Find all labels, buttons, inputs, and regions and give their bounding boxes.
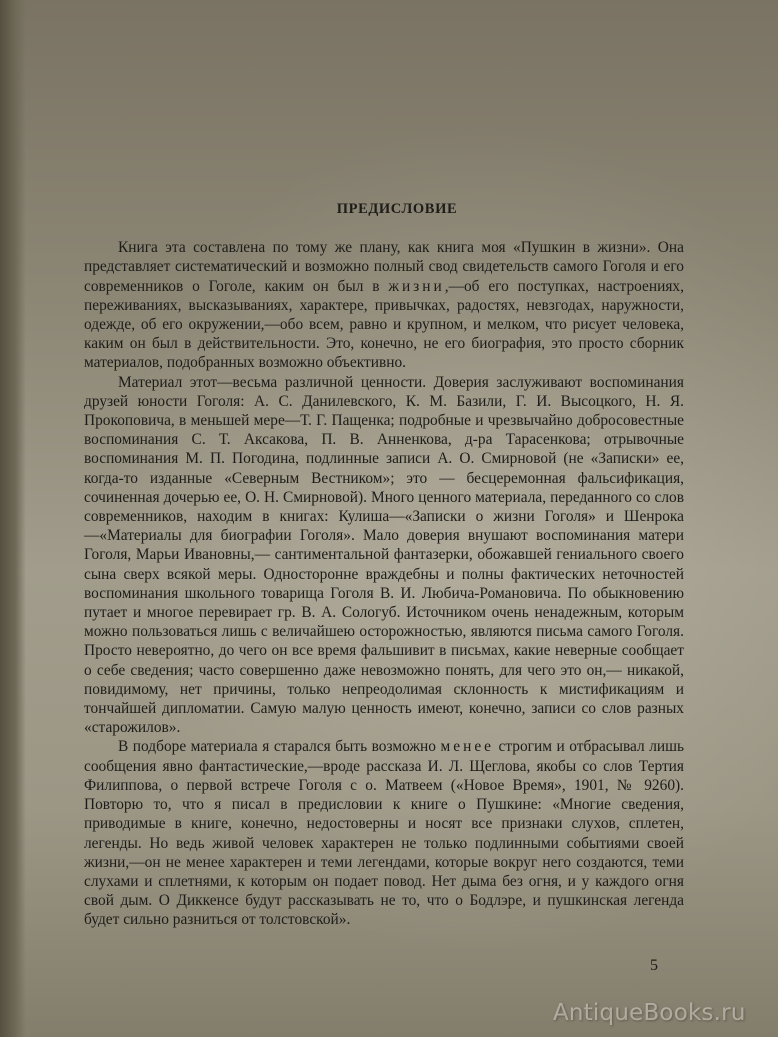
paragraph-3 [84, 737, 684, 929]
page-text-block [84, 200, 684, 930]
paragraph-1-emphasis: жизни [388, 277, 445, 295]
book-spine-shadow [0, 0, 26, 1037]
paragraph-1-start: Книга эта составлена по тому же плану, как книга моя «Пушкин в жизни». Она представляет систематический и возможно полный свод свидетельств самого Гоголя и его современников о Гоголе, каким он был в [84, 239, 684, 295]
page-number: 5 [650, 957, 658, 974]
paragraph-3-start: В подборе материала я старался быть возможно [118, 738, 441, 756]
paragraph-3-end: строгим и отбрасывал лишь сообщения явно фантастические,—вроде рассказа И. Л. Щеглова, якобы со слов Тертия Филиппова, о первой встрече Гоголя с о. Матвеем («Новое Время», 1901, № 9260). Повторю то, что я писал в предисловии к книге о Пушкине: «Многие сведения, приводимые в книге, конечно, недостоверны и носят все признаки слухов, сплетен, легенды. Но ведь живой человек характерен не только подлинными событиями своей жизни,—он не менее характерен и теми легендами, которые вокруг него создаются, теми слухами и сплетнями, к которым он подает повод. Нет дыма без огня, и у каждого огня свой дым. О Диккенсе будут рассказывать не то, что о Бодлэре, и пушкинская легенда будет сильно разниться от толстовской». [84, 738, 685, 929]
paragraph-1-end: ,—об его поступках, настроениях, переживаниях, высказываниях, характере, привычках, радостях, невзгодах, наружности, одежде, об его окружении,—обо всем, равно и крупном, и мелком, что рисует человека, каким он был в действительности. Это, конечно, не его биография, это просто сборник материалов, подобранных возможно объективно. [84, 277, 684, 372]
paragraph-2: Материал этот—весьма различной ценности. Доверия заслуживают воспоминания друзей юности Гоголя: А. С. Данилевского, К. М. Базили, Г. И. Высоцкого, Н. Я. Прокоповича, в меньшей мере—Т. Г. Пащенка; подробные и чрезвычайно добросовестные воспоминания С. Т. Аксакова, П. В. Анненкова, д-ра Тарасенкова; отрывочные воспоминания М. П. Погодина, подлинные записи А. О. Смирновой (не «Записки» ее, когда-то изданные «Северным Вестником»; это — бесцеремонная фальсификация, сочиненная дочерью ее, О. Н. Смирновой). Много ценного материала, переданного со слов современников, находим в книгах: Кулиша—«Записки о жизни Гоголя» и Шенрока—«Материалы для биографии Гоголя». Мало доверия внушают воспоминания матери Гоголя, Марьи Ивановны,— сантиментальной фантазерки, обожавшей гениального своего сына сверх всякой меры. Односторонне враждебны и полны фактических неточностей воспоминания школьного товарища Гоголя В. И. Любича-Романовича. По обыкновению путает и многое перевирает гр. В. А. Сологуб. Источником очень ненадежным, которым можно пользоваться лишь с величайшею осторожностью, являются письма самого Гоголя. Просто невероятно, до чего он все время фальшивит в письмах, какие неверные сообщает о себе сведения; часто совершенно даже невозможно понять, для чего это он,— никакой, повидимому, нет причины, только непреодолимая склонность к мистификациям и тончайшей дипломатии. Самую малую ценность имеют, конечно, записи со слов разных «старожилов». [84, 373, 684, 737]
watermark-text: AntiqueBooks.ru [553, 1000, 746, 1026]
paragraph-1 [84, 238, 684, 372]
page-heading: ПРЕДИСЛОВИЕ [336, 201, 458, 217]
paragraph-3-emphasis: менее [440, 738, 494, 756]
